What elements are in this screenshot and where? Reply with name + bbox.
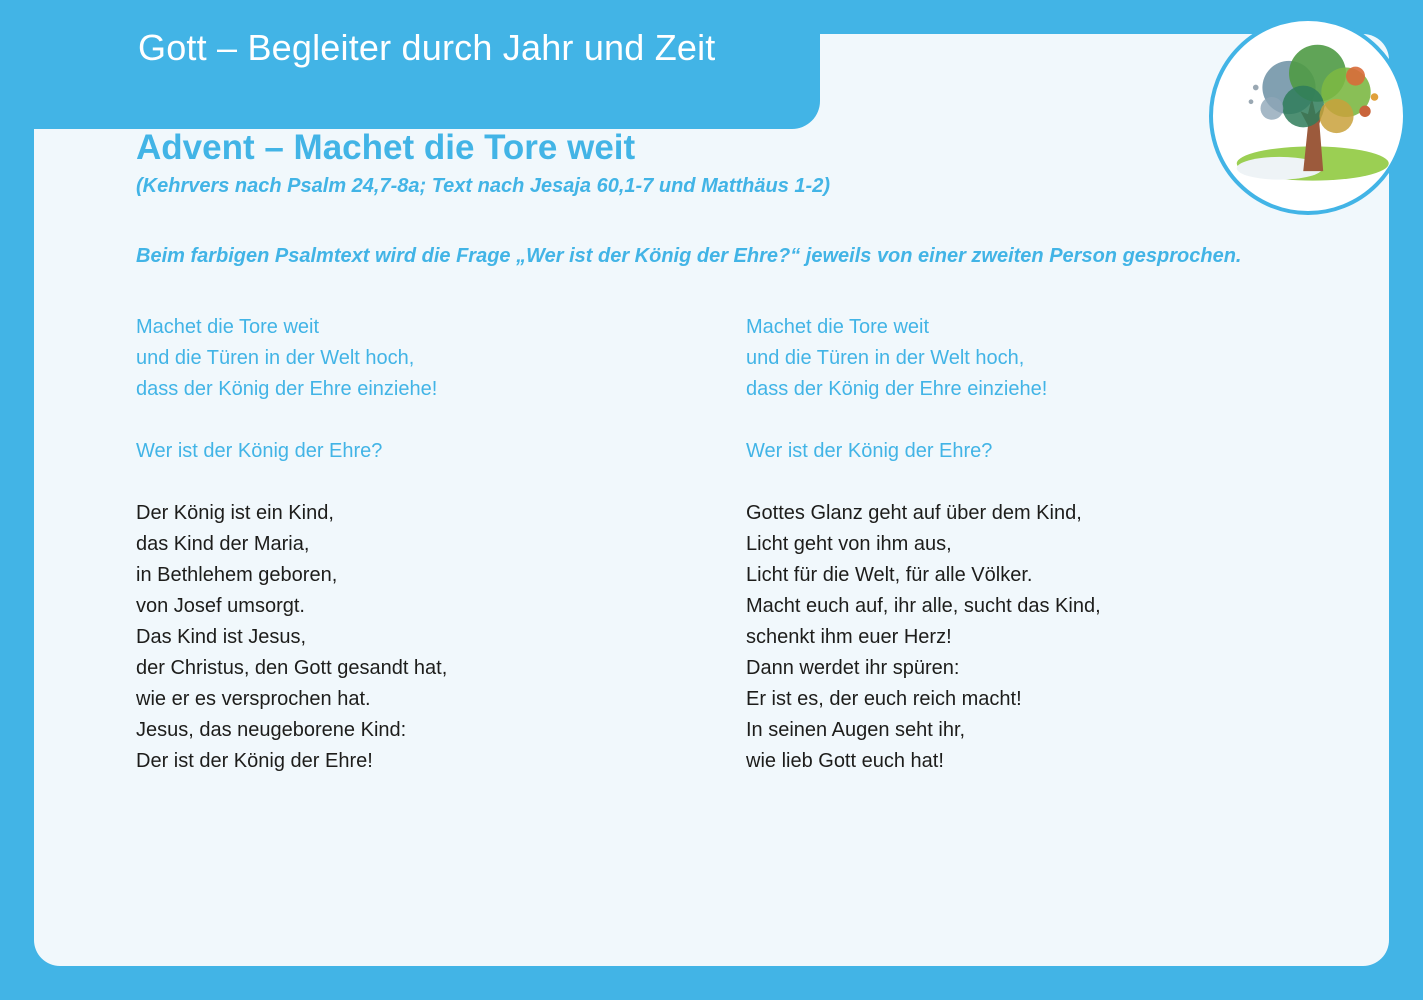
answer-stanza (746, 498, 1326, 777)
instruction-note: Beim farbigen Psalmtext wird die Frage „Wer ist der König der Ehre?“ jeweils von einer zweiten Person gesprochen. (136, 245, 1242, 267)
document-title: Advent – Machet die Tore weit (136, 128, 636, 167)
answer-stanza (136, 498, 716, 777)
verse-line: Machet die Tore weit (136, 316, 320, 338)
verse-line: und die Türen in der Welt hoch, (136, 347, 415, 369)
verse-line: der Christus, den Gott gesandt hat, (136, 657, 448, 679)
verse-line: Licht geht von ihm aus, (746, 533, 952, 555)
verse-line: Er ist es, der euch reich macht! (746, 688, 1022, 710)
verse-line: Macht euch auf, ihr alle, sucht das Kind, (746, 595, 1101, 617)
refrain-stanza (136, 312, 716, 405)
document-subtitle: (Kehrvers nach Psalm 24,7-8a; Text nach Jesaja 60,1-7 und Matthäus 1-2) (136, 175, 830, 197)
four-seasons-tree-icon (1209, 17, 1407, 215)
verse-line: Jesus, das neugeborene Kind: (136, 719, 407, 741)
verse-line: von Josef umsorgt. (136, 595, 305, 617)
verse-line: Der König ist ein Kind, (136, 502, 334, 524)
verse-line: Machet die Tore weit (746, 316, 930, 338)
verse-line: Das Kind ist Jesus, (136, 626, 307, 648)
verse-line: das Kind der Maria, (136, 533, 310, 555)
verse-line: Dann werdet ihr spüren: (746, 657, 960, 679)
verse-line: Licht für die Welt, für alle Völker. (746, 564, 1033, 586)
verse-line: und die Türen in der Welt hoch, (746, 347, 1025, 369)
verse-line: Gottes Glanz geht auf über dem Kind, (746, 502, 1082, 524)
text-column-right (746, 312, 1326, 808)
verse-line: Der ist der König der Ehre! (136, 750, 373, 772)
page-header-title: Gott – Begleiter durch Jahr und Zeit (138, 27, 716, 68)
verse-line: schenkt ihm euer Herz! (746, 626, 952, 648)
verse-line: in Bethlehem geboren, (136, 564, 338, 586)
refrain-stanza (746, 312, 1326, 405)
verse-line: Wer ist der König der Ehre? (746, 440, 993, 462)
question-stanza (136, 436, 716, 467)
question-stanza (746, 436, 1326, 467)
text-column-left (136, 312, 716, 808)
verse-line: In seinen Augen seht ihr, (746, 719, 966, 741)
verse-line: wie lieb Gott euch hat! (746, 750, 944, 772)
verse-line: Wer ist der König der Ehre? (136, 440, 383, 462)
verse-line: dass der König der Ehre einziehe! (136, 378, 438, 400)
verse-line: wie er es versprochen hat. (136, 688, 371, 710)
verse-line: dass der König der Ehre einziehe! (746, 378, 1048, 400)
